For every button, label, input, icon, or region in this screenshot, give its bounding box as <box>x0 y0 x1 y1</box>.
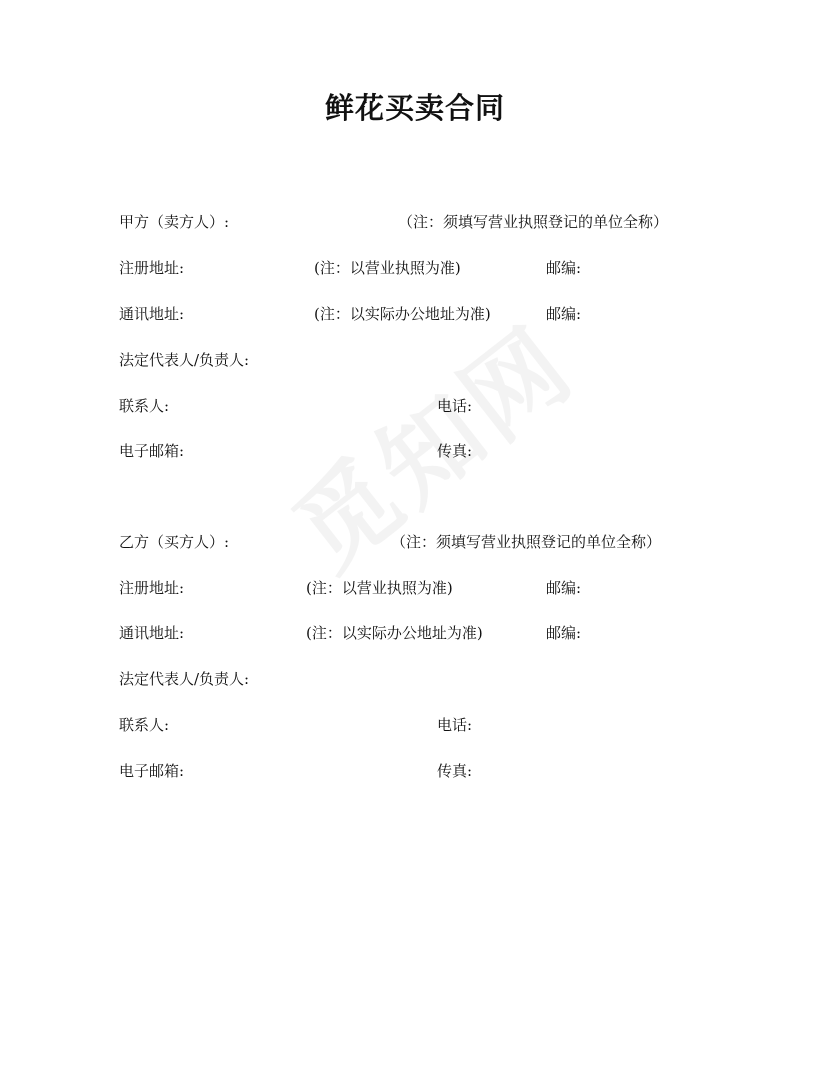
document-title: 鲜花买卖合同 <box>324 91 505 125</box>
party-b-mail-postcode-label: 邮编: <box>546 624 582 642</box>
party-a-contact-label: 联系人: <box>119 397 170 415</box>
party-b-legal-rep-label: 法定代表人/负责人: <box>119 670 250 688</box>
party-a-reg-postcode-label: 邮编: <box>546 259 582 277</box>
party-a-reg-address-label: 注册地址: <box>119 259 185 277</box>
party-a-phone-label: 电话: <box>437 397 473 415</box>
party-a-mail-address-label: 通讯地址: <box>119 305 185 323</box>
party-b-email-label: 电子邮箱: <box>119 762 185 780</box>
party-b-mail-address-note: (注：以实际办公地址为准) <box>306 624 483 642</box>
party-b-name-note: （注：须填写营业执照登记的单位全称） <box>391 533 662 551</box>
party-b-mail-address-label: 通讯地址: <box>119 624 185 642</box>
party-b-fax-label: 传真: <box>437 762 473 780</box>
party-b-phone-label: 电话: <box>437 716 473 734</box>
party-a-legal-rep-label: 法定代表人/负责人: <box>119 351 250 369</box>
party-a-mail-address-note: (注：以实际办公地址为准) <box>314 305 491 323</box>
party-a-name-label: 甲方（卖方人）: <box>119 213 230 231</box>
party-b-reg-postcode-label: 邮编: <box>546 579 582 597</box>
party-a-name-note: （注：须填写营业执照登记的单位全称） <box>398 213 669 231</box>
party-b-name-label: 乙方（买方人）: <box>119 533 230 551</box>
party-a-reg-address-note: (注：以营业执照为准) <box>314 259 461 277</box>
party-b-reg-address-note: (注：以营业执照为准) <box>306 579 453 597</box>
party-b-contact-label: 联系人: <box>119 716 170 734</box>
party-a-mail-postcode-label: 邮编: <box>546 305 582 323</box>
party-a-fax-label: 传真: <box>437 442 473 460</box>
party-b-reg-address-label: 注册地址: <box>119 579 185 597</box>
party-a-email-label: 电子邮箱: <box>119 442 185 460</box>
